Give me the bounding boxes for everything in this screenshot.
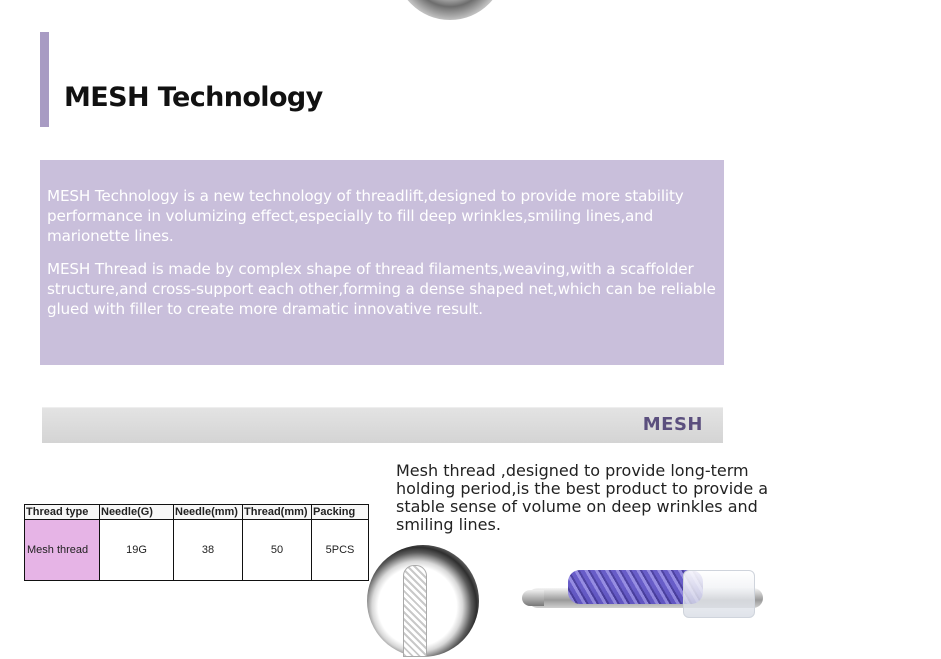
cell-needle-length: 38 [174, 520, 243, 581]
header-packing: Packing [312, 505, 369, 520]
needle-tip-magnifier-image [367, 545, 479, 657]
cell-thread-length: 50 [243, 520, 312, 581]
cell-thread-type: Mesh thread [25, 520, 100, 581]
needle-sleeve [683, 570, 755, 618]
section-header-bar [42, 407, 723, 443]
header-needle-length: Needle(mm) [174, 505, 243, 520]
description-box [40, 160, 724, 365]
cell-packing: 5PCS [312, 520, 369, 581]
title-accent-bar [40, 32, 49, 127]
header-needle-gauge: Needle(G) [100, 505, 174, 520]
header-thread-type: Thread type [25, 505, 100, 520]
product-description: Mesh thread ,designed to provide long-term holding period,is the best product to provide a stable sense of volume on deep wrinkles and smiling lines. [396, 461, 769, 534]
description-paragraph-1: MESH Technology is a new technology of threadlift,designed to provide more stability performance in volumizing effect,especially to fill deep wrinkles,smiling lines,and marionette lines. [47, 187, 684, 245]
cell-needle-gauge: 19G [100, 520, 174, 581]
top-lens-photo [395, 0, 505, 20]
needle-tip-detail [403, 565, 427, 657]
page-title: MESH Technology [64, 82, 323, 113]
description-paragraph-2: MESH Thread is made by complex shape of thread filaments,weaving,with a scaffolder structure,and cross-support each other,forming a dense shaped net,which can be reliable glued with filler to create more dramatic innovative result. [47, 260, 716, 318]
spec-table [24, 504, 369, 581]
header-thread-length: Thread(mm) [243, 505, 312, 520]
table-header-row [25, 505, 369, 520]
mesh-thread-needle-image [508, 552, 768, 632]
section-label: MESH [642, 414, 703, 435]
needle-point [522, 590, 544, 606]
table-row [25, 520, 369, 581]
